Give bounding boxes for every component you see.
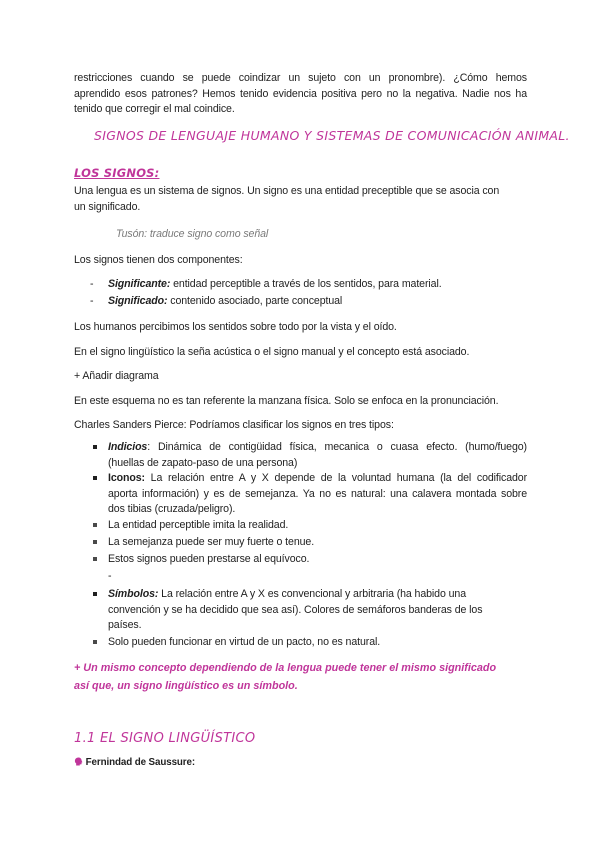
dash-bullet: - (90, 295, 94, 307)
paragraph-humans: Los humanos percibimos los sentidos sobre todo por la vista y el oído. (74, 321, 397, 333)
quote-text: Tusón: traduce signo como señal (116, 228, 269, 240)
author-line (74, 755, 195, 771)
signos-definition (74, 184, 534, 215)
term-simbolos: Símbolos: (108, 588, 159, 600)
bullet-icon (93, 557, 97, 561)
bullet-icon (93, 523, 97, 527)
list-item-iconos: Iconos: La relación entre A y X depende de la voluntad humana (la del codificador aporta información) y es de semejanza. Ya no es natural: una calavera montada sobre dos tibias (cruzada/peligro). (91, 471, 527, 519)
dash-bullet: - (90, 278, 94, 290)
list-item-indicios: Indicios: Dinámica de contigüidad física, mecanica o cuasa efecto. (humo/fuego) (huellas de zapato-paso de una persona) (91, 440, 527, 472)
list-item (90, 294, 530, 311)
paragraph-esquema: En este esquema no es tan referente la manzana física. Solo se enfoca en la pronunciación. (74, 395, 499, 407)
dash-line: - (108, 570, 112, 582)
term-description: contenido asociado, parte conceptual (167, 295, 343, 307)
components-list (90, 277, 530, 311)
term-significado: Significado: (108, 295, 168, 307)
section-title: SIGNOS DE LENGUAJE HUMANO Y SISTEMAS DE COMUNICACIÓN ANIMAL. (94, 128, 570, 143)
list-item-simbolos: Símbolos: La relación entre A y X es convencional y arbitraria (ha habido una convención y se ha decidido que sea así). Colores de semáforos banderas de los países. (91, 587, 521, 635)
conclusion-note: + Un mismo concepto dependiendo de la lengua puede tener el mismo significado así que, un signo lingüístico es un símbolo. (74, 662, 497, 692)
head-profile-icon (74, 757, 83, 766)
document-page: restricciones cuando se puede coindizar un sujeto con un pronombre). ¿Cómo hemos aprendido esos patrones? Hemos tenido evidencia positiva pero no la negativa. Nadie nos ha tenido que corregir el mal coindice. SIGNOS DE LENGUAJE HUMANO Y SISTEMAS DE COMUNICACIÓN ANIMAL. LOS SIGNOS: Una lengua es un sistema de signos. Un signo es una entidad preceptible que se asocia con un significado. Tusón: traduce signo como señal Los signos tienen dos componentes: - Significante: entidad perceptible a través de los sentidos, para material. - Significado: contenido asociado, parte conceptual Los humanos percibimos los sentidos sobre todo por la vista y el oído. En el signo lingüístico la seña acústica o el signo manual y el concepto está asociado. + Añadir diagrama En este esquema no es tan referente la manzana física. Solo se enfoca en la pronunciación. Charles Sanders Pierce: Podríamos clasificar los signos en tres tipos: Indicios: Dinámica de contigüidad física, mecanica o cuasa efecto. (humo/fuego) (huellas de zapato-paso de una persona) Iconos: La relación entre A y X depende de la voluntad humana (la del codificador aporta información) y es de semejanza. Ya no es natural: una calavera montada sobre dos tibias (cruzada/peligro). La entidad perceptible imita la realidad. La semejanza puede ser muy fuerte o tenue. Estos signos pueden prestarse al equívoco. - Símbolos: La relación entre A y X es convencional y arbitraria (ha habido una convención y se ha decidido que sea así). Colores de semáforos banderas de los países. Solo pueden funcionar en virtud de un pacto, no es natural. + Un mismo concepto dependiendo de la lengua puede tener el mismo significado así que, un signo lingüístico es un símbolo. 1.1 EL SIGNO LINGÜÍSTICO Fernindad de Saussure: (0, 0, 599, 848)
bullet-icon (93, 640, 97, 644)
paragraph-signo: En el signo lingüístico la seña acústica o el signo manual y el concepto está asociado. (74, 346, 470, 358)
square-bullet-icon (93, 476, 97, 480)
list-item (90, 277, 530, 294)
definition-line: Una lengua es un sistema de signos. Un signo es una entidad preceptible que se asocia con (74, 185, 500, 197)
intro-line: tenido que corregir el mal coindice. (74, 103, 235, 116)
term-indicios: Indicios (108, 441, 148, 453)
intro-paragraph (74, 71, 527, 118)
paragraph-diagram: + Añadir diagrama (74, 370, 159, 382)
term-significante: Significante: (108, 278, 171, 290)
author-name: Fernindad de Saussure: (85, 757, 196, 768)
paragraph-pierce: Charles Sanders Pierce: Podríamos clasificar los signos en tres tipos: (74, 419, 394, 431)
components-intro: Los signos tienen dos componentes: (74, 254, 243, 266)
square-bullet-icon (93, 445, 97, 449)
term-iconos: Iconos: (108, 472, 145, 484)
term-description: entidad perceptible a través de los sentidos, para material. (170, 278, 442, 290)
square-bullet-icon (93, 592, 97, 596)
signos-heading: LOS SIGNOS: (74, 166, 160, 180)
intro-line: aprendido esos patrones? Hemos tenido evidencia positiva pero no la negativa. Nadie nos ha (74, 87, 527, 100)
definition-line: un significado. (74, 200, 141, 213)
intro-line: restricciones cuando se puede coindizar un sujeto con un pronombre). ¿Cómo hemos (74, 72, 527, 84)
bullet-icon (93, 540, 97, 544)
subsection-title: 1.1 EL SIGNO LINGÜÍSTICO (74, 731, 256, 746)
